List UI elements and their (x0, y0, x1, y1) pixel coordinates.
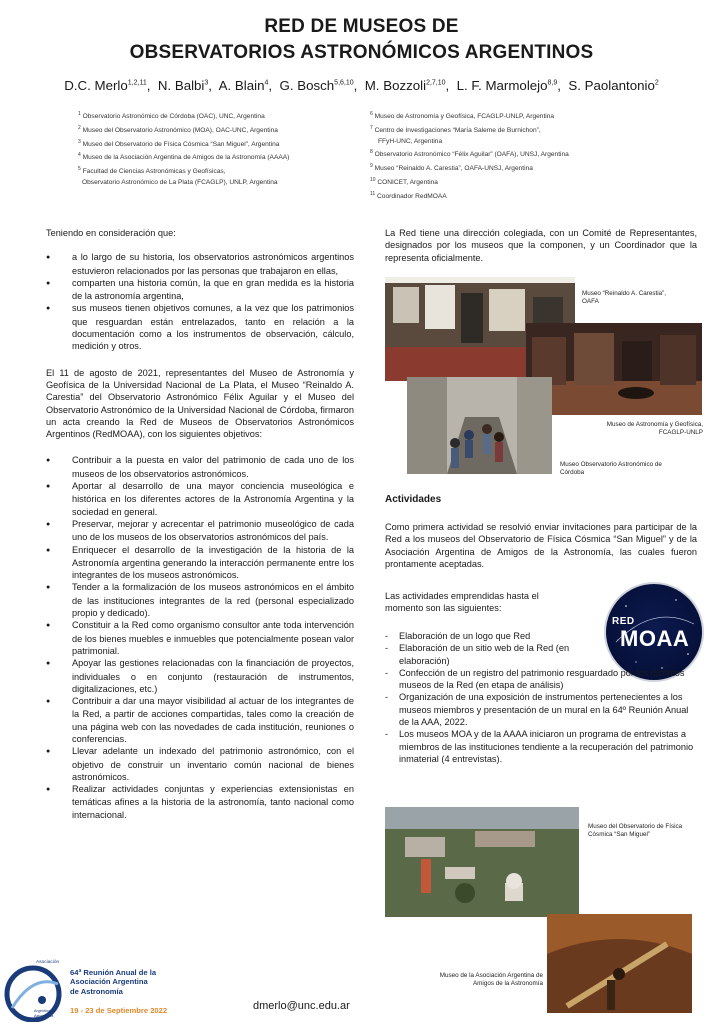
logo-moaa-text: MOAA (620, 626, 690, 651)
objective-item: ● Enriquecer el desarrollo de la investigación de la historia de la Astronomía argentina generando la interacción permanente entre los integrantes de los museos astronómicos. (46, 544, 354, 582)
caption-carestia: Museo “Reinaldo A. Carestia”, OAFA (582, 290, 666, 305)
affiliation: $^4$ Museo de la Asociación Argentina de Amigos de la Astronomía (AAAA) (78, 152, 290, 162)
objective-item: ● Llevar adelante un indexado del patrimonio astronómico, con el objetivo de construir un inventario común nacional de bienes astronómicos. (46, 745, 354, 783)
affiliation: FFyH-UNC, Argentina (378, 137, 443, 145)
aaa-logo-text-top: Asociación (36, 960, 60, 965)
author: D.C. Merlo$^{1,2,11}$ (64, 78, 147, 93)
activity-item: - Elaboración de un sitio web de la Red (en elaboración) (385, 642, 589, 667)
objective-item: ● Apoyar las gestiones relacionadas con la financiación de proyectos, individuales o en conjunto (restauración de instrumentos, digitalizaciones, etc.) (46, 657, 354, 695)
network-intro: La Red tiene una dirección colegiada, con un Comité de Representantes, designados por los museos que la componen, y un Coordinador que la representa oficialmente. (385, 228, 697, 263)
objective-item: ● Constituir a la Red como organismo consultor ante toda intervención de los bienes muebles e inmuebles que potencialmente posean valor patrimonial. (46, 619, 354, 657)
activities-list (385, 630, 697, 765)
affiliation: $^2$ Museo del Observatorio Astronómico (MOA), OAC-UNC, Argentina (78, 124, 278, 134)
museum-photo-cordoba (407, 377, 552, 474)
activities-heading: Actividades (385, 494, 442, 505)
meeting-line: de Astronomía (70, 986, 123, 996)
objective-item: ● Contribuir a dar una mayor visibilidad al actuar de los integrantes de la Red, a partir de acciones compartidas, tales como la creación de una página web con las novedades de cada institución, reuniones o conferencias. (46, 695, 354, 745)
caption-aaaa: Museo de la Asociación Argentina de Amigos de la Astronomía (439, 972, 543, 987)
author: M. Bozzoli$^{2,7,10}$ (364, 78, 446, 93)
activity-item: - Confección de un registro del patrimonio resguardado por los distintos museos de la Red (en etapa de análisis) (385, 667, 697, 692)
consideration-item: ● comparten una historia común, la que en gran medida es la historia de la astronomía argentina, (46, 277, 354, 303)
intro-text: Teniendo en consideración que: (46, 228, 176, 238)
meeting-dates: 19 - 23 de Septiembre 2022 (70, 1006, 168, 1015)
activities-lead: Las actividades emprendidas hasta el momento son las siguientes: (385, 591, 539, 614)
meeting-line: Asociación Argentina (70, 977, 148, 987)
affiliation: $^7$ Centro de Investigaciones “María Saleme de Burnichon”, (370, 124, 541, 134)
objective-item: ● Contribuir a la puesta en valor del patrimonio de cada uno de los museos de los observatorios astronómicos. (46, 454, 354, 480)
meeting-line: 64ª Reunión Anual de la (70, 968, 157, 977)
affiliation: $^5$ Facultad de Ciencias Astronómicas y Geofísicas, (78, 166, 226, 176)
affiliation: $^{11}$ Coordinador RedMOAA (370, 190, 447, 200)
caption-sanmiguel: Museo del Observatorio de Física Cósmica “San Miguel” (588, 823, 683, 838)
contact-email[interactable]: dmerlo@unc.edu.ar (253, 1000, 350, 1012)
affiliation: Observatorio Astronómico de La Plata (FCAGLP), UNLP, Argentina (82, 178, 278, 186)
founding-paragraph: El 11 de agosto de 2021, representantes del Museo de Astronomía y Geofísica de la Universidad Nacional de La Plata, el Museo “Reinaldo A. Carestia” del Observatorio Astronómico Félix Aguilar y el Museo del Observatorio Astronómico de la Universidad Nacional de Córdoba, firmaron un acta creando la Red de Museos de Observatorios Astronómicos Argentinos (RedMOAA), con los siguientes objetivos: (46, 367, 354, 440)
activity-item: - Organización de una exposición de instrumentos pertenecientes a los museos miembros y presentación de un mural en la 64º Reunión Anual de la AAA, 2022. (385, 691, 697, 728)
affiliation: $^9$ Museo “Reinaldo A. Carestia”, OAFA-UNSJ, Argentina (370, 162, 533, 173)
affiliation: $^{10}$ CONICET, Argentina (370, 176, 438, 186)
affiliation: $^8$ Observatorio Astronómico “Félix Aguilar” (OAFA), UNSJ, Argentina (370, 149, 569, 159)
activity-item: - Elaboración de un logo que Red (385, 630, 549, 642)
aaa-logo-text-bottom: Argentina de Astronomía (34, 1009, 56, 1018)
author: A. Blain$^4$ (218, 78, 269, 93)
affiliations-right (370, 109, 569, 202)
author: N. Balbi$^3$ (157, 78, 209, 93)
consideration-item: ● a lo largo de su historia, los observatorios astronómicos argentinos estuvieron relacionados por las personas que trabajaron en ellas, (46, 251, 354, 277)
museum-photo-aaaa (547, 914, 692, 1013)
activities-intro: Como primera actividad se resolvió enviar invitaciones para participar de la Red a los museos del Observatorio de Física Cósmica “San Miguel” y de la Asociación Argentina de Amigos de la Astronomía, las cuales fueron prontamente aceptadas. (385, 522, 697, 569)
affiliation: $^6$ Museo de Astronomía y Geofísica, FCAGLP-UNLP, Argentina (370, 111, 555, 121)
author: G. Bosch$^{5,6,10}$ (279, 78, 354, 93)
affiliations-left (78, 109, 289, 189)
meeting-title (70, 968, 156, 996)
poster-title-line1: RED DE MUSEOS DE (264, 16, 459, 37)
poster-title-line2: OBSERVATORIOS ASTRONÓMICOS ARGENTINOS (129, 42, 594, 63)
objective-item: ● Aportar al desarrollo de una mayor conciencia museológica e histórica en los diferentes actores de la Astronomía Argentina y la sociedad en general. (46, 480, 354, 518)
consideration-item: ● sus museos tienen objetivos comunes, a la vez que los patrimonios que resguardan están entrelazados, tanto en relación a la documentación como a los instrumentos de observación, cálculo, medición y otros. (46, 302, 354, 352)
logo-red-text: RED (612, 616, 635, 627)
museum-photo-sanmiguel (385, 807, 579, 917)
affiliation: $^1$ Observatorio Astronómico de Córdoba (OAC), UNC, Argentina (78, 111, 265, 121)
objective-item: ● Tender a la formalización de los museos astronómicos en el ámbito de las instituciones integrantes de la red (personal especializado propio y dedicado). (46, 581, 354, 619)
objective-item: ● Realizar actividades conjuntas y experiencias extensionistas en temáticas afines a la historia de la astronomía, tanto nacional como internacional. (46, 783, 354, 821)
author: L. F. Marmolejo$^{8,9}$ (456, 78, 558, 93)
aaa-logo (4, 960, 62, 1022)
activity-item: - Los museos MOA y de la AAAA iniciaron un programa de entrevistas a miembros de las instituciones tendiente a la recuperación del patrimonio inmaterial (4 entrevistas). (385, 728, 697, 765)
author-list: D.C. Merlo$^{1,2,11}$, N. Balbi$^3$, A. Blain$^4$, G. Bosch$^{5,6,10}$, M. Bozzoli$^{2,7,10}$, L. F. Marmolejo$^{8,9}$, S. Paolantonio$^2$ (64, 78, 659, 93)
museum-photo-laplata (526, 323, 702, 415)
objective-item: ● Preservar, mejorar y acrecentar el patrimonio museológico de cada uno de los museos de los observatorios astronómicos del país. (46, 518, 354, 544)
author: S. Paolantonio$^2$ (568, 78, 659, 93)
caption-laplata: Museo de Astronomía y Geofísica, FCAGLP-UNLP (606, 421, 703, 436)
left-column (46, 227, 354, 821)
affiliation: $^3$ Museo del Observatorio de Física Cósmica “San Miguel”, Argentina (78, 138, 280, 148)
caption-cordoba: Museo Observatorio Astronómico de Córdoba (560, 461, 662, 476)
